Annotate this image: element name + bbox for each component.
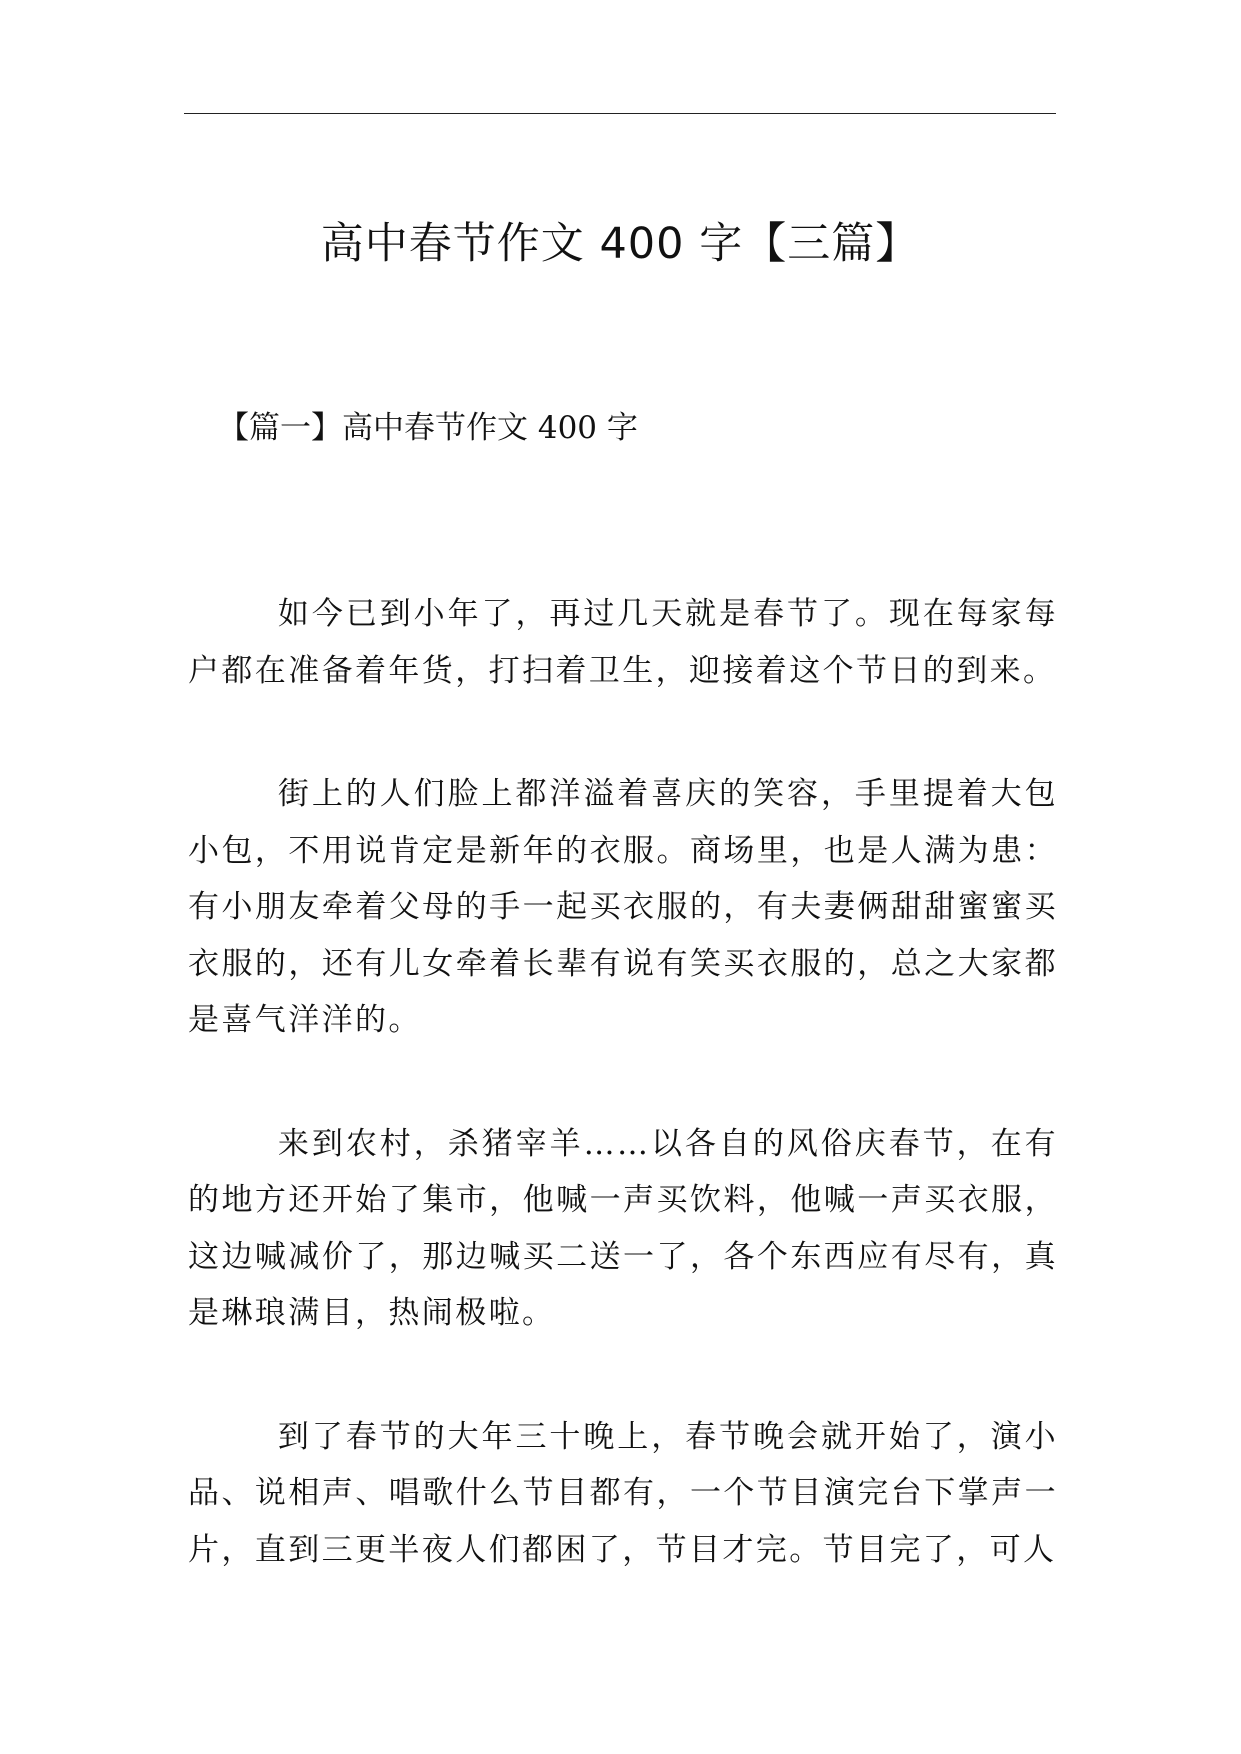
- document-title: 高中春节作文 400 字【三篇】: [320, 219, 920, 269]
- header-rule: [184, 113, 1056, 114]
- paragraph-3: 来到农村，杀猪宰羊……以各自的风俗庆春节，在有的地方还开始了集市，他喊一声买饮料，他喊一声买衣服，这边喊减价了，那边喊买二送一了，各个东西应有尽有，真是琳琅满目，热闹极啦。: [188, 1125, 1058, 1331]
- section-heading: 【篇一】高中春节作文 400 字: [218, 410, 638, 446]
- paragraph-1: 如今已到小年了，再过几天就是春节了。现在每家每户都在准备着年货，打扫着卫生，迎接着这个节日的到来。: [188, 596, 1058, 689]
- paragraph-4: 到了春节的大年三十晚上，春节晚会就开始了，演小品、说相声、唱歌什么节目都有，一个节目演完台下掌声一片，直到三更半夜人们都困了，节目才完。节目完了，可人: [188, 1418, 1058, 1568]
- paragraph-2: 街上的人们脸上都洋溢着喜庆的笑容，手里提着大包小包，不用说肯定是新年的衣服。商场里，也是人满为患：有小朋友牵着父母的手一起买衣服的，有夫妻俩甜甜蜜蜜买衣服的，还有儿女牵着长辈有说有笑买衣服的，总之大家都是喜气洋洋的。: [188, 776, 1058, 1038]
- document-body: [188, 586, 1058, 1645]
